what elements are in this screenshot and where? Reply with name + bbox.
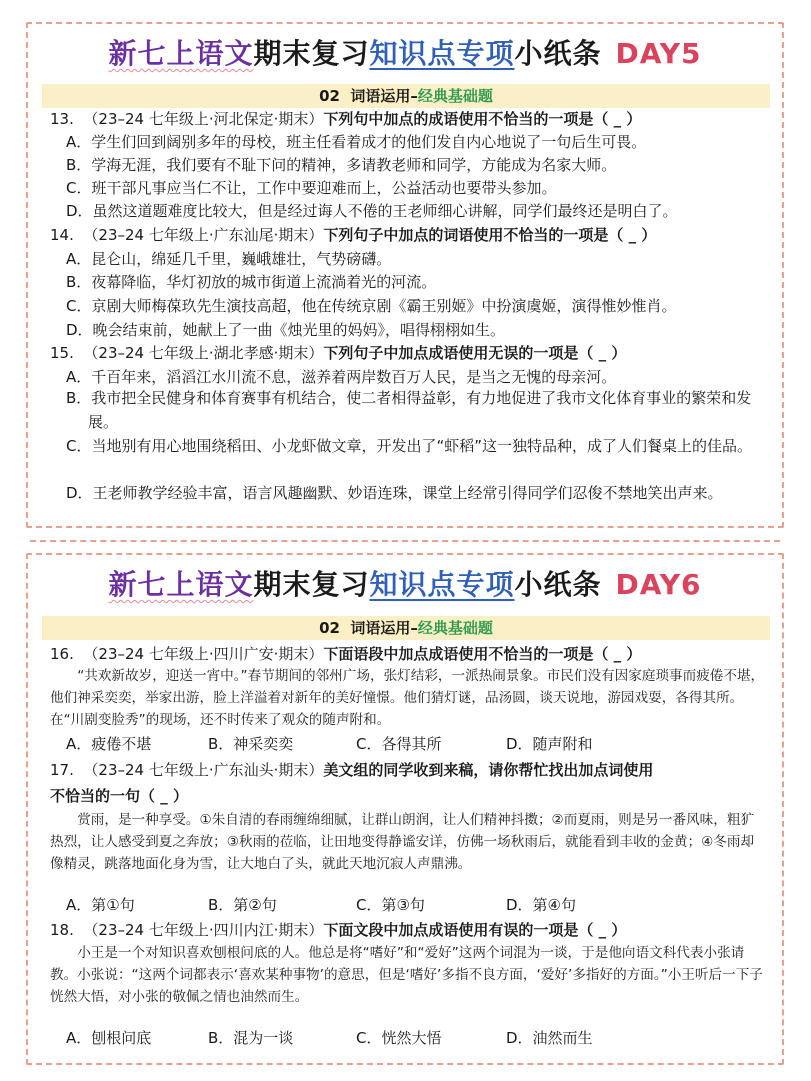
option-d: D．油然而生 bbox=[506, 1029, 593, 1047]
option-b: B．学海无涯，我们要有不耻下问的精神，多请教老师和同学，方能成为名家大师。 bbox=[66, 156, 617, 174]
option-d: D．晚会结束前，她献上了一曲《烛光里的妈妈》，唱得栩栩如生。 bbox=[66, 321, 506, 339]
question-source: （23–24 七年级上·四川内江·期末） bbox=[83, 921, 324, 939]
question-number: 14. bbox=[50, 226, 74, 244]
band-sub: 经典基础题 bbox=[417, 87, 493, 105]
question-stem: 下面文段中加点成语使用有误的一项是（ _ ） bbox=[323, 921, 627, 939]
question-source: （23–24 七年级上·四川广安·期末） bbox=[83, 645, 324, 663]
question-stem: 下列句子中加点的词语使用不恰当的一项是（ _ ） bbox=[323, 226, 657, 244]
option-c: C．恍然大悟 bbox=[356, 1029, 442, 1047]
option-a: A．疲倦不堪 bbox=[66, 735, 152, 753]
day6-title bbox=[28, 563, 782, 603]
band-label: 词语运用– bbox=[350, 619, 418, 637]
question-number: 13. bbox=[50, 110, 74, 128]
section-band bbox=[42, 84, 770, 108]
question-passage: “共欢新故岁，迎送一宵中。”春节期间的邻州广场，张灯结彩，一派热闹景象。市民们没有因家庭琐事而疲倦不堪，他们神采奕奕，举家出游，脸上洋溢着对新年的美好憧憬。他们猜灯谜，品汤圆，谈天说地，游园戏耍，各得其所。在“川剧变脸秀”的现场，还不时传来了观众的随声附和。 bbox=[50, 668, 765, 728]
question-source: （23–24 七年级上·广东汕尾·期末） bbox=[83, 226, 324, 244]
question-18 bbox=[50, 919, 772, 940]
title-part-a: 新七上语文 bbox=[108, 37, 254, 70]
option-b: B．混为一谈 bbox=[208, 1029, 294, 1047]
title-day-label: DAY6 bbox=[615, 568, 702, 601]
question-passage: 小王是一个对知识喜欢刨根问底的人。他总是将“嗜好”和“爱好”这两个词混为一谈，于是他向语文科代表小张请教。小张说：“这两个词都表示‘喜欢某种事物’的意思，但是‘嗜好’多指不良方面，‘爱好’多指好的方面。”小王听后一下子恍然大悟，对小张的敬佩之情也油然而生。 bbox=[50, 945, 763, 1005]
section-band bbox=[42, 616, 770, 640]
question-stem-continued: 不恰当的一句（ _ ） bbox=[50, 787, 188, 805]
question-15 bbox=[50, 342, 772, 363]
option-b: B．第②句 bbox=[208, 896, 277, 914]
option-c: C．第③句 bbox=[356, 896, 425, 914]
option-a: A．第①句 bbox=[66, 896, 135, 914]
option-d: D．虽然这道题难度比较大，但是经过诲人不倦的王老师细心讲解，同学们最终还是明白了。 bbox=[66, 202, 678, 220]
option-b: B．我市把全民健身和体育赛事有机结合，使二者相得益彰，有力地促进了我市文化体育事业的繁荣和发展。 bbox=[66, 389, 752, 431]
question-17 bbox=[50, 759, 772, 780]
question-passage: 赏雨，是一种享受。①朱自清的春雨缠绵细腻，让群山朗润，让人们精神抖擞；②而夏雨，则是另一番风味，粗犷热烈，让人感受到夏之奔放；③秋雨的莅临，让田地变得静谧安详，仿佛一场秋雨后，就能看到丰收的金黄；④冬雨却像精灵，跳落地面化身为雪，让大地白了头，就此天地沉寂人声鼎沸。 bbox=[50, 812, 755, 872]
option-a: A．刨根问底 bbox=[66, 1029, 152, 1047]
option-b: B．夜幕降临，华灯初放的城市街道上流淌着光的河流。 bbox=[66, 273, 437, 291]
title-part-c: 知识点专项 bbox=[369, 37, 515, 70]
title-day-label: DAY5 bbox=[615, 37, 702, 70]
title-part-b: 期末复习 bbox=[253, 37, 370, 70]
option-c: C．各得其所 bbox=[356, 735, 442, 753]
question-source: （23–24 七年级上·广东汕头·期末） bbox=[83, 761, 324, 779]
card-divider bbox=[30, 540, 780, 542]
option-d: D．随声附和 bbox=[506, 735, 593, 753]
title-part-b: 期末复习 bbox=[253, 568, 370, 601]
day6-card bbox=[26, 553, 784, 1065]
question-stem: 下列句中加点的成语使用不恰当的一项是（ _ ） bbox=[323, 110, 642, 128]
question-13 bbox=[50, 108, 772, 129]
question-number: 15. bbox=[50, 344, 74, 362]
question-stem: 下面语段中加点成语使用不恰当的一项是（ _ ） bbox=[323, 645, 642, 663]
band-sub: 经典基础题 bbox=[417, 619, 493, 637]
question-number: 18. bbox=[50, 921, 74, 939]
title-part-a: 新七上语文 bbox=[108, 568, 254, 601]
question-source: （23–24 七年级上·河北保定·期末） bbox=[83, 110, 324, 128]
day5-title bbox=[28, 32, 782, 72]
title-part-d: 小纸条 bbox=[514, 568, 602, 601]
option-a: A．学生们回到阔别多年的母校，班主任看着成才的他们发自内心地说了一句后生可畏。 bbox=[66, 133, 647, 151]
option-c: C．班干部凡事应当仁不让，工作中要迎难而上，公益活动也要带头参加。 bbox=[66, 179, 557, 197]
option-c: C．当地别有用心地围绕稻田、小龙虾做文章，开发出了“虾稻”这一独特品种，成了人们餐桌上的佳品。 bbox=[66, 437, 753, 455]
question-14 bbox=[50, 224, 772, 245]
option-d: D．第④句 bbox=[506, 896, 576, 914]
option-b: B．神采奕奕 bbox=[208, 735, 294, 753]
option-d: D．王老师教学经验丰富，语言风趣幽默、妙语连珠，课堂上经常引得同学们忍俊不禁地笑出声来。 bbox=[66, 484, 723, 502]
title-part-c: 知识点专项 bbox=[369, 568, 515, 601]
option-a: A．千百年来，滔滔江水川流不息，滋养着两岸数百万人民，是当之无愧的母亲河。 bbox=[66, 368, 617, 386]
question-16 bbox=[50, 643, 772, 664]
day5-card bbox=[26, 22, 784, 528]
question-number: 16. bbox=[50, 645, 74, 663]
question-stem: 美文组的同学收到来稿，请你帮忙找出加点词使用 bbox=[323, 761, 654, 779]
band-number: 02 bbox=[319, 619, 340, 637]
question-number: 17. bbox=[50, 761, 74, 779]
title-part-d: 小纸条 bbox=[514, 37, 602, 70]
option-a: A．昆仑山，绵延几千里，巍峨雄壮，气势磅礴。 bbox=[66, 250, 392, 268]
band-label: 词语运用– bbox=[350, 87, 418, 105]
band-number: 02 bbox=[319, 87, 340, 105]
question-stem: 下列句子中加点成语使用无误的一项是（ _ ） bbox=[323, 344, 627, 362]
option-c: C．京剧大师梅葆玖先生演技高超，他在传统京剧《霸王别姬》中扮演虞姬，演得惟妙惟肖。 bbox=[66, 297, 677, 315]
question-source: （23–24 七年级上·湖北孝感·期末） bbox=[83, 344, 324, 362]
